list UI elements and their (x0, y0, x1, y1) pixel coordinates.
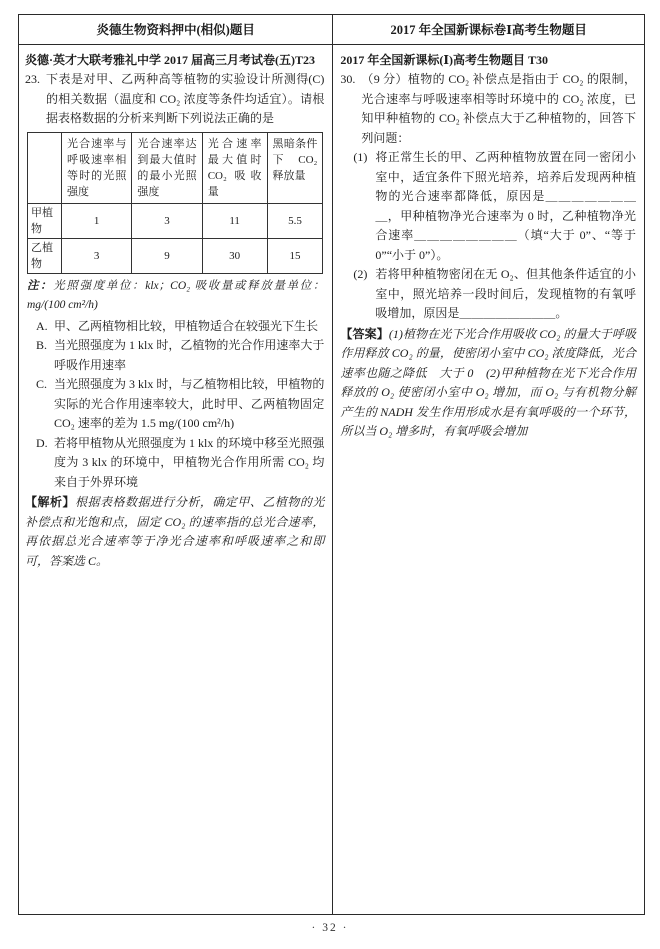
table-header-cell: 黑暗条件下 CO₂ 释放量 (267, 132, 323, 203)
sub-question-2-text: 若将甲种植物密闭在无 O₂、但其他条件适宜的小室中，照光培养一段时间后，发现植物的有氧呼吸增加，原因是＿＿＿＿＿＿＿＿。 (375, 267, 636, 320)
table-cell: 5.5 (267, 203, 323, 238)
option-c-text: 当光照强度为 3 klx 时，与乙植物相比较，甲植物的实际的光合作用速率较大，此时甲、乙两植物固定 CO₂ 速率的差为 1.5 mg/(100 cm²/h) (54, 377, 325, 430)
table-row (28, 203, 323, 238)
option-b-label: B. (36, 338, 48, 352)
question-23-answer: (C) (308, 72, 325, 86)
table-header-cell: 光合速率达到最大值时的最小光照强度 (132, 132, 202, 203)
answer-block (340, 325, 636, 442)
option-d-label: D. (36, 435, 48, 450)
content-columns (19, 45, 644, 914)
table-note-text: 光照强度单位：klx；CO₂ 吸收量或释放量单位：mg/(100 cm²/h) (27, 279, 325, 311)
table-header-cell: 光合速率与呼吸速率相等时的光照强度 (62, 132, 132, 203)
page-table-frame (18, 14, 645, 915)
table-cell: 3 (132, 203, 202, 238)
sub-question-2-label: (2) (353, 267, 368, 281)
analysis-text: 根据表格数据进行分析，确定甲、乙植物的光补偿点和光饱和点，固定 CO₂ 的速率指的总光合速率，再依据总光合速率等于净光合速率和呼吸速率之和即可，答案选 C。 (25, 495, 325, 568)
right-column (333, 45, 644, 914)
analysis-block (25, 493, 324, 571)
table-row-label: 乙植物 (28, 238, 62, 273)
table-note-label: 注： (27, 279, 54, 292)
header-right-title: 2017 年全国新课标卷Ⅰ高考生物题目 (390, 23, 587, 37)
experiment-data-table (27, 132, 323, 274)
page-number: · 32 · (311, 922, 349, 934)
left-column (19, 45, 333, 914)
question-30 (340, 70, 636, 148)
table-cell: 15 (267, 238, 323, 273)
table-note (27, 277, 324, 316)
option-d (36, 434, 324, 493)
question-23 (25, 70, 324, 129)
option-c (36, 375, 324, 434)
table-cell: 11 (202, 203, 267, 238)
sub-question-1-label: (1) (353, 150, 368, 164)
sub-question-1-text: 将正常生长的甲、乙两种植物放置在同一密闭小室中，适宜条件下照光培养，培养后发现两种植物的光合速率都降低，原因是＿＿＿＿＿＿＿＿，甲种植物净光合速率为 0 时，乙种植物净光合速率＿＿＿＿＿＿＿＿（填“大于 0”、“等于 0”“小于 0”）。 (375, 150, 636, 262)
table-row-label: 甲植物 (28, 203, 62, 238)
answer-text: (1)植物在光下光合作用吸收 CO₂ 的量大于呼吸作用释放 CO₂ 的量，使密闭小室中 CO₂ 浓度降低，光合速率也随之降低 大于 0 (2)甲种植物在光下光合作用释放的 O₂ 使密闭小室中 O₂ 增加，而 O₂ 与有机物分解产生的 NADH 发生作用形成水是有氧呼吸的一个环节，所以当 O₂ 增多时，有氧呼吸会增加 (340, 326, 636, 438)
option-b (36, 336, 324, 375)
option-d-text: 若将甲植物从光照强度为 1 klx 的环境中移至光照强度为 3 klx 的环境中，甲植物光合作用所需 CO₂ 均来自于外界环境 (54, 435, 325, 489)
option-a-text: 甲、乙两植物相比较，甲植物适合在较强光下生长 (54, 318, 319, 333)
question-23-stem (46, 70, 324, 129)
left-source-line: 炎德·英才大联考雅礼中学 2017 届高三月考试卷(五)T23 (25, 53, 315, 67)
question-30-number: 30. (340, 72, 356, 86)
table-row (28, 238, 323, 273)
table-cell: 3 (62, 238, 132, 273)
header-left-title: 炎德生物资料押中(相似)题目 (19, 15, 333, 44)
option-b-text: 当光照强度为 1 klx 时，乙植物的光合作用速率大于呼吸作用速率 (54, 338, 325, 372)
sub-question-1 (353, 148, 636, 265)
question-23-stem-text: 下表是对甲、乙两种高等植物的实验设计所测得的相关数据（温度和 CO₂ 浓度等条件均适宜）。请根据表格数据的分析来判断下列说法正确的是 (46, 72, 325, 125)
question-23-number: 23. (25, 72, 40, 86)
right-source-line: 2017 年全国新课标(Ⅰ)高考生物题目 T30 (340, 53, 548, 67)
analysis-label: 【解析】 (25, 495, 75, 509)
table-cell: 30 (202, 238, 267, 273)
option-a-label: A. (36, 318, 48, 333)
answer-label: 【答案】 (340, 326, 389, 341)
option-c-label: C. (36, 377, 48, 391)
sub-question-2 (353, 265, 636, 324)
table-cell: 1 (62, 203, 132, 238)
table-cell: 9 (132, 238, 202, 273)
option-a (36, 317, 324, 337)
table-corner-cell (28, 132, 62, 203)
question-30-stem: （9 分）植物的 CO₂ 补偿点是指由于 CO₂ 的限制，光合速率与呼吸速率相等时环境中的 CO₂ 浓度，已知甲种植物的 CO₂ 补偿点大于乙种植物的，回答下列问题： (361, 72, 636, 145)
table-header-row (28, 132, 323, 203)
header-row (19, 15, 644, 45)
table-header-cell: 光合速率最大值时 CO₂ 吸收量 (202, 132, 267, 203)
